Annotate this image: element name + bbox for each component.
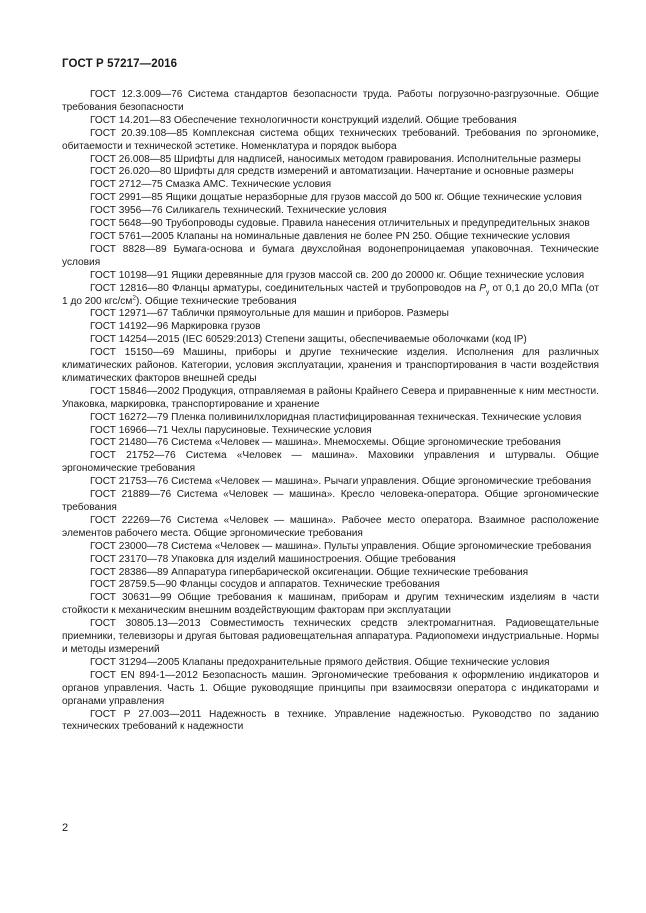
reference-item: ГОСТ 8828—89 Бумага-основа и бумага двухслойная водонепроницаемая упаковочная. Технические условия [62, 243, 599, 268]
reference-item: ГОСТ 12971—67 Таблички прямоугольные для машин и приборов. Размеры [90, 308, 449, 320]
reference-item: ГОСТ 10198—91 Ящики деревянные для грузов массой св. 200 до 20000 кг. Общие технические условия [90, 269, 585, 281]
reference-item: ГОСТ 28759.5—90 Фланцы сосудов и аппаратов. Технические требования [90, 579, 440, 591]
reference-item: ГОСТ 26.020—80 Шрифты для средств измерений и автоматизации. Начертание и основные размеры [90, 166, 574, 178]
reference-item: ГОСТ 23000—78 Система «Человек — машина». Пульты управления. Общие эргономические требования [90, 540, 592, 552]
reference-item: ГОСТ 2991—85 Ящики дощатые неразборные для грузов массой до 500 кг. Общие технические условия [90, 192, 582, 204]
reference-item: ГОСТ 28386—89 Аппаратура гипербарической оксигенации. Общие технические требования [90, 566, 529, 578]
reference-item: ГОСТ 14.201—83 Обеспечение технологичности конструкций изделий. Общие требования [90, 114, 517, 126]
reference-item: ГОСТ 22269—76 Система «Человек — машина». Рабочее место оператора. Взаимное расположение элементов рабочего места. Общие эргономические требования [62, 514, 599, 539]
reference-item: ГОСТ 15150—69 Машины, приборы и другие технические изделия. Исполнения для различных климатических районов. Категории, условия эксплуатации, хранения и транспортирования в части воздействия климатических факторов внешней среды [62, 347, 599, 384]
document-page [62, 58, 599, 734]
reference-item: ГОСТ 12816—80 Фланцы арматуры, соединительных частей и трубопроводов на $P_y$ от 0,1 до 20,0 МПа (от 1 до 200 кгс/$см^2$). Общие технические требования [62, 282, 599, 307]
reference-item: ГОСТ 3956—76 Силикагель технический. Технические условия [90, 205, 387, 217]
reference-item: ГОСТ 14192—96 Маркировка грузов [90, 321, 261, 333]
reference-item: ГОСТ Р 27.003—2011 Надежность в технике. Управление надежностью. Руководство по заданию технических требований к надежности [62, 708, 599, 733]
reference-item: ГОСТ EN 894-1—2012 Безопасность машин. Эргономические требования к оформлению индикаторов и органов управления. Часть 1. Общие руководящие принципы при взаимосвязи оператора с индикаторами и органами управления [62, 669, 599, 707]
document-header: ГОСТ Р 57217—2016 [62, 58, 178, 70]
reference-item: ГОСТ 16966—71 Чехлы парусиновые. Технические условия [90, 424, 372, 436]
reference-item: ГОСТ 21752—76 Система «Человек — машина». Маховики управления и штурвалы. Общие эргономические требования [62, 450, 599, 475]
reference-item: ГОСТ 16272—79 Пленка поливинилхлоридная пластифицированная техническая. Технические условия [90, 411, 582, 423]
reference-item: ГОСТ 30805.13—2013 Совместимость технических средств электромагнитная. Радиовещательные приемники, телевизоры и другая бытовая радиовещательная аппаратура. Радиопомехи индустриальные. Нормы и методы измерений [62, 618, 599, 655]
reference-item: ГОСТ 21753—76 Система «Человек — машина». Рычаги управления. Общие эргономические требования [90, 476, 592, 488]
reference-item: ГОСТ 14254—2015 (IEC 60529:2013) Степени защиты, обеспечиваемые оболочками (код IP) [90, 334, 527, 346]
reference-item: ГОСТ 23170—78 Упаковка для изделий машиностроения. Общие требования [90, 553, 456, 565]
reference-list [62, 89, 599, 734]
reference-item: ГОСТ 21889—76 Система «Человек — машина». Кресло человека-оператора. Общие эргономические требования [62, 489, 599, 513]
reference-item: ГОСТ 12.3.009—76 Система стандартов безопасности труда. Работы погрузочно-разгрузочные. Общие требования безопасности [62, 89, 599, 113]
reference-item: ГОСТ 26.008—85 Шрифты для надписей, наносимых методом гравирования. Исполнительные размеры [90, 153, 581, 165]
reference-item: ГОСТ 2712—75 Смазка АМС. Технические условия [90, 179, 332, 191]
reference-item: ГОСТ 15846—2002 Продукция, отправляемая в районы Крайнего Севера и приравненные к ним местности. Упаковка, маркировка, транспортирование и хранение [62, 385, 599, 410]
reference-item: ГОСТ 30631—99 Общие требования к машинам, приборам и другим техническим изделиям в части стойкости к механическим внешним воздействующим факторам при эксплуатации [62, 592, 599, 617]
reference-item: ГОСТ 31294—2005 Клапаны предохранительные прямого действия. Общие технические условия [90, 656, 550, 668]
reference-item: ГОСТ 5648—90 Трубопроводы судовые. Правила нанесения отличительных и предупредительных знаков [90, 218, 590, 230]
page-number: 2 [62, 822, 69, 834]
reference-item: ГОСТ 21480—76 Система «Человек — машина». Мнемосхемы. Общие эргономические требования [90, 437, 561, 449]
reference-item: ГОСТ 20.39.108—85 Комплексная система общих технических требований. Требования по эргономике, обитаемости и технической эстетике. Номенклатура и порядок выбора [62, 127, 599, 152]
reference-item: ГОСТ 5761—2005 Клапаны на номинальные давления не более PN 250. Общие технические условия [90, 230, 570, 242]
